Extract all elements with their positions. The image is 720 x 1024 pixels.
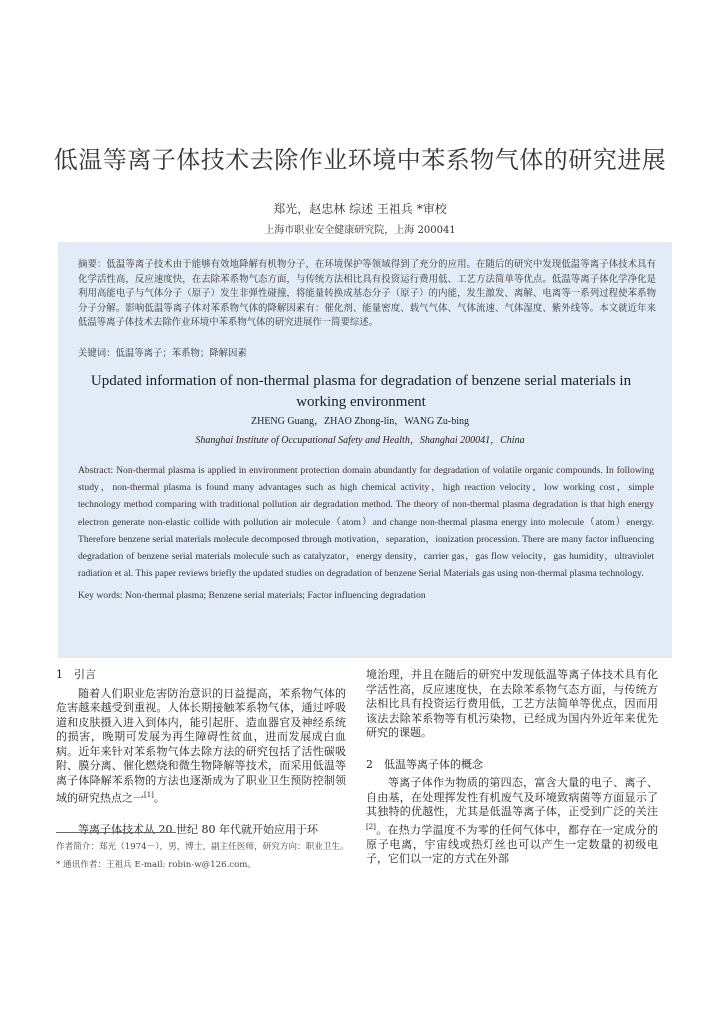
paragraph-gap xyxy=(366,741,658,758)
left-column xyxy=(56,668,346,838)
abstract-zh: 摘要：低温等离子技术由于能够有效地降解有机物分子，在环境保护等领域得到了充分的应用。在随后的研究中发现低温等离子体技术具有化学活性高，反应速度快，在去除苯系物气态方面，与传统方法相比具有投资运行费用低、工艺方法简单等优点。低温等离子体化学净化是利用高能电子与气体分子（原子）发生非弹性碰撞，将能量转换成基态分子（原子）的内能，发生激发、离解、电离等一系列过程使苯系物分子分解。影响低温等离子体对苯系物气体的降解因素有：催化剂、能量密度、载气气体、气体流速、气体湿度、紫外线等。本文就近年来低温等离子体技术去除作业环境中苯系物气体的研究进展作一简要综述。 xyxy=(78,259,656,329)
section2-heading: 2 低温等离子体的概念 xyxy=(366,757,483,771)
footnote-contact: * 通讯作者：王祖兵 E-mail: robin-w@126.com。 xyxy=(56,860,257,870)
affiliation: 上海市职业安全健康研究院，上海 200041 xyxy=(264,225,456,236)
section1-paragraph-2: 等离子体技术从 20 世纪 80 年代就开始应用于环 xyxy=(78,823,318,837)
section1-p1-text: 随着人们职业危害防治意识的日益提高，苯系物气体的危害越来越受到重视。人体长期接触苯系物气体，通过呼吸道和皮肤摄入进入到体内，能引起肝、造血器官及神经系统的损害，晚期可发展为再生障碍性贫血，进而发展成白血病。近年来针对苯系物气体去除方法的研究包括了活性碳吸附、膜分离、催化燃烧和微生物降解等技术，而采用低温等离子体降解苯系物的方法也逐渐成为了职业卫生预防控制领域的研究热点之一 xyxy=(56,686,346,805)
section1-paragraph-1 xyxy=(56,687,346,807)
section2-p1-cont: 。在热力学温度不为零的任何气体中，都存在一定成分的原子电离，宇宙线或热灯丝也可以产生一定数量的初级电子，它们以一定的方式在外部 xyxy=(366,823,658,866)
title-en: Updated information of non-thermal plasma for degradation of benzene serial materials in working environment xyxy=(90,373,632,410)
section2-paragraph-1 xyxy=(366,776,658,867)
footnote-author: 作者简介：郑光（1974－），男，博士，副主任医师，研究方向：职业卫生。 xyxy=(56,842,349,852)
right-column xyxy=(366,668,658,867)
citation-2: [2] xyxy=(366,822,376,831)
footnote-divider xyxy=(56,832,176,833)
affiliation-en: Shanghai Institute of Occupational Safety and Health，Shanghai 200041，China xyxy=(195,435,525,446)
authors-en: ZHENG Guang，ZHAO Zhong-lin，WANG Zu-bing xyxy=(250,416,470,427)
paper-title: 低温等离子体技术去除作业环境中苯系物气体的研究进展 xyxy=(53,146,667,174)
citation-1: [1] xyxy=(144,791,154,799)
section1-p1-end: 。 xyxy=(153,791,165,805)
keywords-zh: 关键词：低温等离子；苯系物；降解因素 xyxy=(78,348,247,359)
section2-p1-text: 等离子体作为物质的第四态，富含大量的电子、离子、自由基，在处理挥发性有机废气及环境致病菌等方面显示了其独特的优越性，尤其是低温等离子体，正受到广泛的关注 xyxy=(366,776,658,818)
keywords-en: Key words: Non-thermal plasma; Benzene serial materials; Factor influencing degradation xyxy=(78,590,426,601)
right-paragraph-1: 境治理，并且在随后的研究中发现低温等离子体技术具有化学活性高，反应速度快，在去除苯系物气态方面，与传统方法相比具有投资运行费用低，工艺方法简单等优点，因而用该法去除苯系物等有机污染物，已经成为国内外近年来优先研究的课题。 xyxy=(366,668,658,739)
abstract-en: Abstract: Non-thermal plasma is applied in environment protection domain abundantly for degradation of volatile organic compounds. In following study，non-thermal plasma is found many advantages such as high chemical activity，high reaction velocity，low working cost，simple technology method comparing with traditional pollution air degradation method. The theory of non-thermal plasma degradation is that high energy electron generate non-elastic collide with pollution air molecule（atom）and change non-thermal plasma energy into molecule（atom）energy. Therefore benzene serial materials molecule decomposed through motivation，separation，ionization procession. There are many factor influencing degradation of benzene serial materials molecule such as catalyzator，energy density，carrier gas，gas flow velocity，gas humidity，ultraviolet radiation et al. This paper reviews briefly the updated studies on degradation of benzene Serial Materials gas using non-thermal plasma technology. xyxy=(78,465,654,580)
section1-heading: 1 引言 xyxy=(56,668,96,681)
paragraph-gap xyxy=(56,806,346,823)
authors: 郑光，赵忠林 综述 王祖兵 *审校 xyxy=(273,202,447,216)
